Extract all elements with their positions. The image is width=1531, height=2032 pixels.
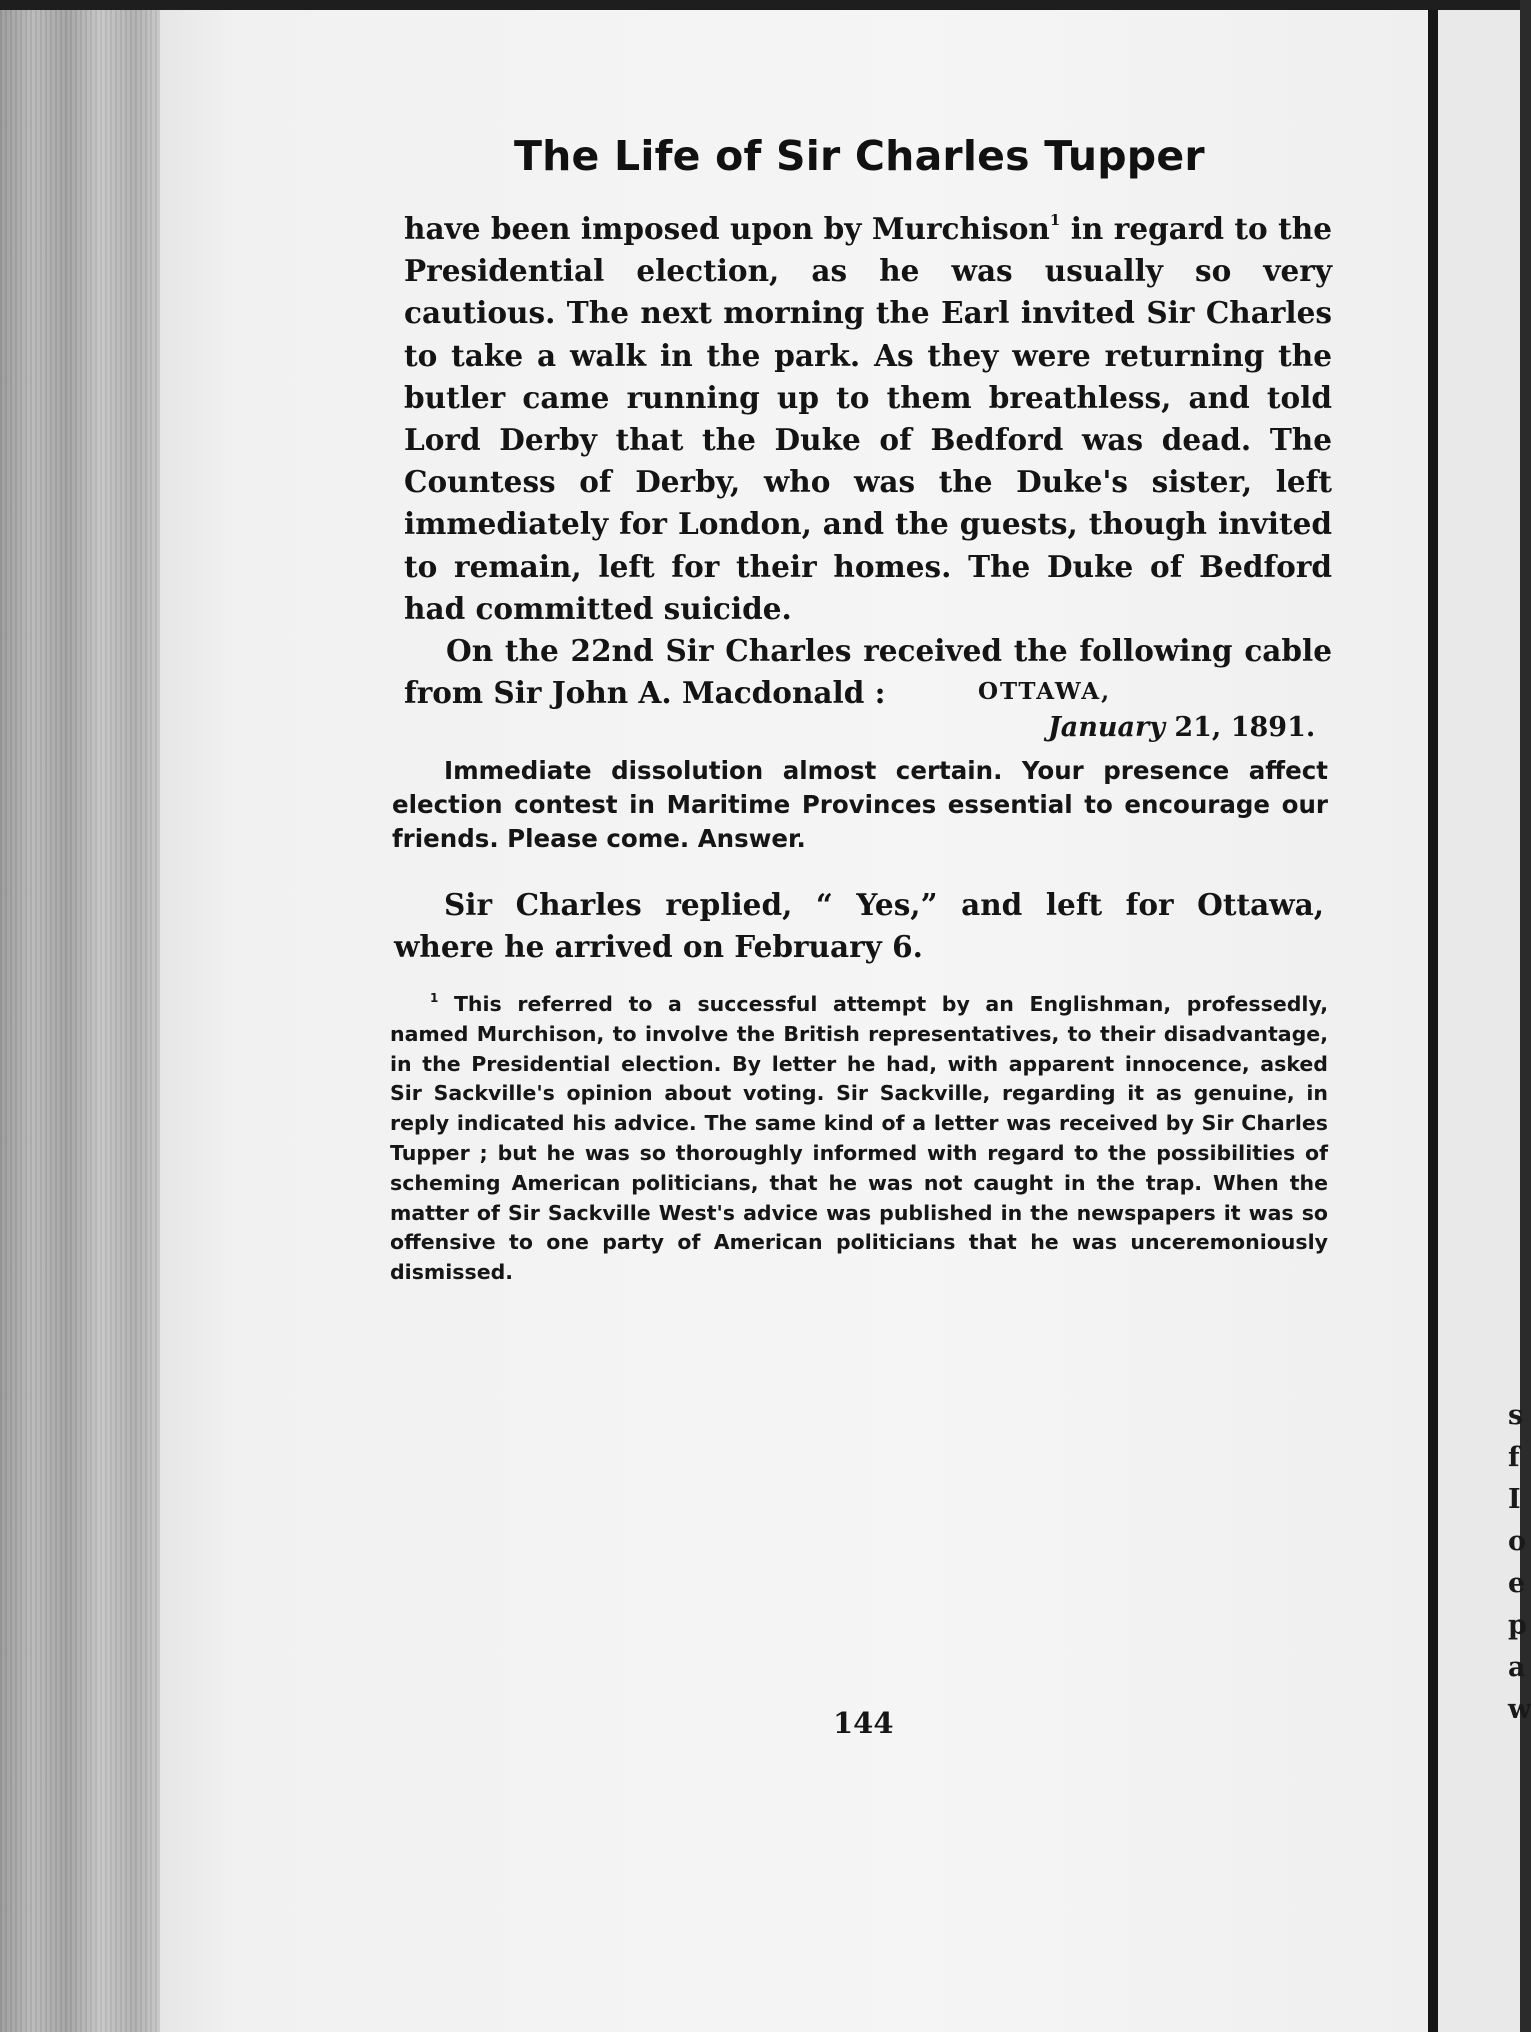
running-head: The Life of Sir Charles Tupper [514, 132, 1205, 180]
adjacent-page-letters [1508, 1395, 1531, 1731]
paragraph-1-start: have been imposed upon by Murchison [404, 211, 1050, 246]
reply-paragraph [394, 884, 1324, 968]
adjacent-letter: e [1508, 1568, 1526, 1599]
footnote-reference[interactable]: 1 [1049, 211, 1061, 229]
footnote-text [390, 990, 1328, 1288]
body-text [404, 208, 1332, 714]
adjacent-letter: o [1508, 1526, 1527, 1557]
book-fore-edge [0, 10, 168, 2032]
paragraph-2: On the 22nd Sir Charles received the following cable from Sir John A. Macdonald : [404, 633, 1332, 711]
paragraph-3: Sir Charles replied, “ Yes,” and left for Ottawa, where he arrived on February 6. [394, 887, 1324, 964]
footnote [390, 990, 1328, 1288]
footnote-body: This referred to a successful attempt by an Englishman, professedly, named Murchison, to involve the British representatives, to their disadvantage, in the Presidential election. By letter he had, with apparent innocence, asked Sir Sackville's opinion about voting. Sir Sackville, regarding it as genuine, in reply indicated his advice. The same kind of a letter was received by Sir Charles Tupper ; but he was so thoroughly informed with regard to the possibilities of scheming American politicians, that he was not caught in the trap. When the matter of Sir Sackville West's advice was published in the newspapers it was so offensive to one party of American politicians that he was unceremoniously dismissed. [390, 992, 1328, 1285]
adjacent-letter: s [1508, 1400, 1524, 1431]
page-gutter [1428, 10, 1438, 2032]
adjacent-letter: f [1508, 1442, 1520, 1473]
paragraph-1 [404, 208, 1332, 630]
cable-date-rest: 21, 1891. [1164, 712, 1316, 743]
adjacent-letter: w [1508, 1694, 1531, 1725]
cable-date [1048, 712, 1315, 743]
adjacent-letter: p [1508, 1610, 1527, 1641]
paragraph-1-rest: in regard to the Presidential election, as he was usually so very cautious. The next morning the Earl invited Sir Charles to take a walk in the park. As they were returning the butler came running up to them breathless, and told Lord Derby that the Duke of Bedford was dead. The Countess of Derby, who was the Duke's sister, left immediately for London, and the guests, though invited to remain, left for their homes. The Duke of Bedford had committed suicide. [404, 211, 1332, 626]
cable-place: OTTAWA, [978, 678, 1112, 705]
adjacent-letter: a [1508, 1652, 1526, 1683]
adjacent-letter: I [1508, 1484, 1521, 1515]
cable-date-month: January [1048, 712, 1165, 743]
page-number: 144 [833, 1706, 894, 1740]
footnote-marker: 1 [430, 991, 439, 1005]
cable-message: Immediate dissolution almost certain. Your presence affect election contest in Maritime Provinces essential to encourage our friends. Please come. Answer. [392, 756, 1328, 853]
cable-text [392, 754, 1328, 856]
